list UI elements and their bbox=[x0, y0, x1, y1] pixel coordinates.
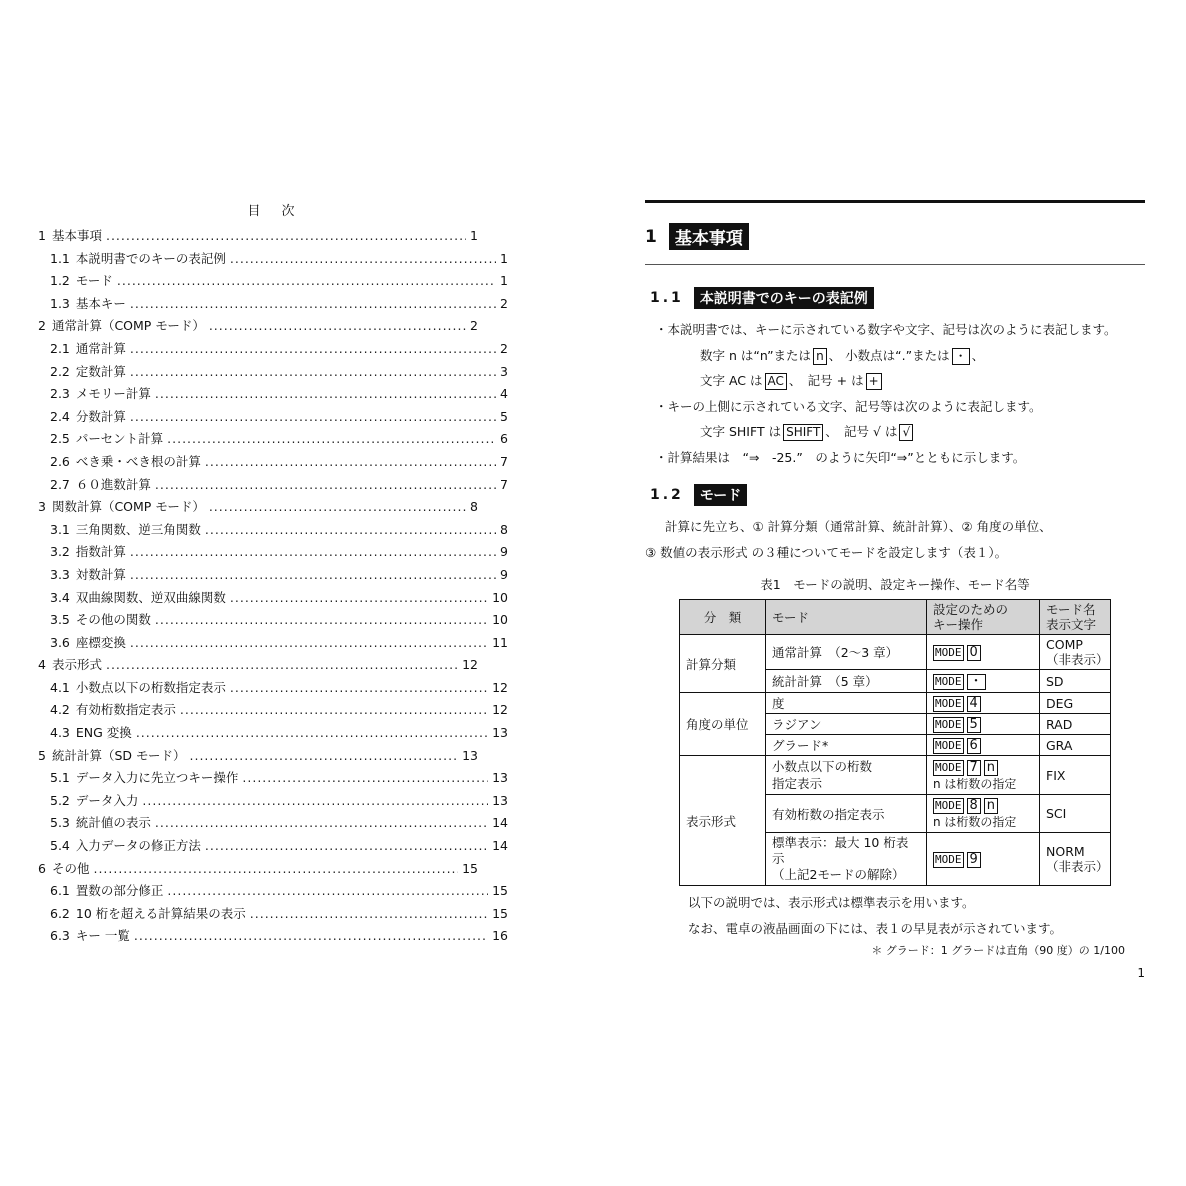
digit-key: 7 bbox=[967, 760, 981, 776]
mode-table bbox=[679, 599, 1111, 886]
toc-entry-number: 6.1 bbox=[50, 883, 70, 899]
toc-entry bbox=[38, 699, 508, 722]
toc-entry bbox=[38, 587, 508, 610]
toc-entry bbox=[38, 406, 508, 429]
key-shift: SHIFT bbox=[783, 424, 823, 441]
toc-entry bbox=[38, 315, 508, 338]
toc-entry bbox=[38, 745, 508, 768]
digit-key: 9 bbox=[967, 852, 981, 868]
toc-leader-dots bbox=[155, 383, 496, 406]
name-cell: DEG bbox=[1040, 693, 1111, 714]
toc-entry bbox=[38, 361, 508, 384]
toc-entry-title: 定数計算 bbox=[75, 363, 126, 379]
toc-entry-title: その他 bbox=[51, 860, 90, 876]
toc-entry-page: 16 bbox=[492, 928, 508, 944]
chapter-heading bbox=[645, 223, 1145, 250]
n-key: n bbox=[984, 798, 998, 814]
toc-entry-number: 2.3 bbox=[50, 386, 70, 402]
toc-entry bbox=[38, 609, 508, 632]
key-cell bbox=[927, 635, 1040, 670]
toc-entry-number: 4.2 bbox=[50, 702, 70, 718]
section-title: 本説明書でのキーの表記例 bbox=[694, 287, 874, 309]
content-page bbox=[645, 200, 1145, 980]
toc-leader-dots bbox=[230, 587, 488, 610]
toc-leader-dots bbox=[230, 677, 488, 700]
toc-entry-number: 3.3 bbox=[50, 566, 70, 582]
toc-entry bbox=[38, 428, 508, 451]
paragraph-line-1: 計算に先立ち、① 計算分類（通常計算、統計計算）、② 角度の単位、 bbox=[665, 519, 1052, 534]
toc-entry-number: 2.7 bbox=[50, 476, 70, 492]
n-key: n bbox=[984, 760, 998, 776]
toc-entry-number: 3 bbox=[38, 499, 46, 515]
toc-entry-title: ENG 変換 bbox=[75, 725, 132, 741]
name-cell: RAD bbox=[1040, 714, 1111, 735]
section-title: モード bbox=[694, 484, 747, 506]
th-mode: モード bbox=[766, 600, 927, 635]
digit-key: 4 bbox=[967, 696, 981, 712]
table-row bbox=[680, 756, 1111, 795]
toc-entry-number: 5.1 bbox=[50, 770, 70, 786]
digit-key: ・ bbox=[967, 674, 986, 690]
toc-entry-page: 10 bbox=[492, 612, 508, 628]
toc-leader-dots bbox=[250, 903, 488, 926]
toc-entry-number: 5.3 bbox=[50, 815, 70, 831]
toc-entry-title: パーセント計算 bbox=[75, 431, 164, 447]
text: 、 記号 √ は bbox=[825, 424, 898, 439]
toc-leader-dots bbox=[242, 767, 488, 790]
toc-entry-page: 9 bbox=[500, 544, 508, 560]
toc-entry-number: 3.6 bbox=[50, 634, 70, 650]
text: 数字 n は“n”または bbox=[700, 347, 812, 363]
toc-entry-title: 有効桁数指定表示 bbox=[75, 702, 176, 718]
toc-leader-dots bbox=[209, 496, 466, 519]
toc-entry-page: 13 bbox=[492, 770, 508, 786]
key-note: n は桁数の指定 bbox=[933, 815, 1017, 829]
toc-page bbox=[38, 200, 508, 948]
table-caption: 表1 モードの説明、設定キー操作、モード名等 bbox=[760, 577, 1030, 592]
toc-leader-dots bbox=[155, 609, 488, 632]
toc-entry bbox=[38, 858, 508, 881]
text: 、 小数点は“.”または bbox=[828, 347, 950, 363]
toc-entry bbox=[38, 519, 508, 542]
mode-key: MODE bbox=[935, 645, 962, 659]
toc-entry bbox=[38, 722, 508, 745]
toc-leader-dots bbox=[230, 248, 496, 271]
toc-leader-dots bbox=[130, 293, 496, 316]
paragraph-line-2: ③ 数値の表示形式 の３種についてモードを設定します（表１）。 bbox=[645, 544, 1008, 560]
toc-entry-title: データ入力 bbox=[75, 792, 139, 808]
toc-leader-dots bbox=[205, 835, 488, 858]
toc-entry bbox=[38, 812, 508, 835]
text: 文字 SHIFT は bbox=[700, 424, 782, 439]
toc-entry-page: 6 bbox=[500, 431, 508, 447]
key-cell bbox=[927, 670, 1040, 693]
key-cell bbox=[927, 714, 1040, 735]
toc-entry-number: 1 bbox=[38, 228, 46, 243]
toc-entry-title: 関数計算（COMP モード） bbox=[51, 499, 205, 515]
line-shift-notation bbox=[655, 419, 1145, 445]
toc-entry-title: 統計値の表示 bbox=[75, 815, 151, 831]
name-cell: GRA bbox=[1040, 735, 1111, 756]
toc-entry-title: 表示形式 bbox=[51, 657, 102, 673]
toc-leader-dots bbox=[205, 519, 496, 542]
key-dot: ・ bbox=[952, 348, 970, 365]
digit-key: 0 bbox=[967, 645, 981, 661]
toc-entry-page: 14 bbox=[492, 815, 508, 831]
toc-entry-number: 4 bbox=[38, 657, 46, 673]
toc-entry bbox=[38, 925, 508, 948]
mode-key: MODE bbox=[935, 738, 962, 752]
toc-entry-page: 11 bbox=[492, 634, 508, 650]
toc-entry bbox=[38, 225, 508, 248]
toc-entry-number: 5 bbox=[38, 747, 46, 763]
toc-entry-page: 12 bbox=[462, 657, 478, 673]
name-cell: NORM （非表示） bbox=[1040, 833, 1111, 886]
toc-entry bbox=[38, 767, 508, 790]
toc-entry-number: 3.4 bbox=[50, 589, 70, 605]
mode-key: MODE bbox=[935, 717, 962, 731]
table-row bbox=[680, 635, 1111, 670]
toc-entry-title: 基本キー bbox=[75, 295, 126, 311]
toc-entry-number: 1.2 bbox=[50, 273, 70, 289]
th-category: 分 類 bbox=[680, 600, 766, 635]
mode-cell: 標準表示：最大 10 桁表示 （上記2モードの解除） bbox=[766, 833, 927, 886]
toc-entry bbox=[38, 338, 508, 361]
th-key-operation: 設定のための キー操作 bbox=[927, 600, 1040, 635]
toc-entry bbox=[38, 248, 508, 271]
toc-entry-number: 6.3 bbox=[50, 928, 70, 944]
key-plus: + bbox=[866, 373, 882, 390]
toc-entry bbox=[38, 383, 508, 406]
toc-entry bbox=[38, 632, 508, 655]
toc-entry-number: 2.4 bbox=[50, 408, 70, 424]
group-angle: 角度の単位 bbox=[680, 693, 766, 756]
text: 、 記号 + は bbox=[788, 373, 864, 388]
toc-entry-number: 4.3 bbox=[50, 725, 70, 741]
toc-leader-dots bbox=[180, 699, 488, 722]
mode-cell: 統計計算 （5 章） bbox=[766, 670, 927, 693]
mode-cell: ラジアン bbox=[766, 714, 927, 735]
toc-entry bbox=[38, 474, 508, 497]
name-cell: FIX bbox=[1040, 756, 1111, 795]
toc-entry-number: 1.3 bbox=[50, 295, 70, 311]
toc-entry-title: べき乗・べき根の計算 bbox=[75, 453, 201, 469]
toc-entry bbox=[38, 790, 508, 813]
toc-entry-title: 通常計算（COMP モード） bbox=[51, 318, 205, 334]
toc-entry-title: メモリー計算 bbox=[75, 386, 151, 402]
key-cell bbox=[927, 795, 1040, 833]
toc-entry-number: 2.2 bbox=[50, 363, 70, 379]
toc-entry-title: 置数の部分修正 bbox=[75, 883, 164, 899]
toc-entry-page: 2 bbox=[500, 340, 508, 356]
toc-entry-page: 7 bbox=[500, 453, 508, 469]
name-cell: SD bbox=[1040, 670, 1111, 693]
bullet-3: ・計算結果は “⇒ -25.” のように矢印“⇒”とともに示します。 bbox=[655, 449, 1026, 465]
toc-entry-title: 10 桁を超える計算結果の表示 bbox=[75, 905, 246, 921]
mode-cell: 通常計算 （2〜3 章） bbox=[766, 635, 927, 670]
toc-entry-title: モード bbox=[75, 273, 113, 289]
toc-entry bbox=[38, 496, 508, 519]
toc-leader-dots bbox=[106, 225, 466, 248]
mode-key: MODE bbox=[935, 674, 962, 688]
toc-entry-page: 12 bbox=[492, 702, 508, 718]
toc-entry bbox=[38, 835, 508, 858]
digit-key: 5 bbox=[967, 717, 981, 733]
toc-entry bbox=[38, 654, 508, 677]
toc-leader-dots bbox=[136, 722, 488, 745]
key-cell bbox=[927, 735, 1040, 756]
mode-key: MODE bbox=[935, 760, 962, 774]
toc-entry-number: 2.1 bbox=[50, 340, 70, 356]
toc-entry bbox=[38, 880, 508, 903]
section-number: 1.2 bbox=[650, 487, 684, 503]
toc-entry-title: その他の関数 bbox=[75, 612, 151, 628]
toc-leader-dots bbox=[134, 925, 488, 948]
toc-leader-dots bbox=[209, 315, 466, 338]
th-mode-name: モード名 表示文字 bbox=[1040, 600, 1111, 635]
toc-entry-page: 4 bbox=[500, 386, 508, 402]
toc-entry-number: 4.1 bbox=[50, 679, 70, 695]
key-note: n は桁数の指定 bbox=[933, 776, 1017, 791]
toc-entry-page: 14 bbox=[492, 838, 508, 854]
toc-entry-title: キー 一覧 bbox=[75, 928, 130, 944]
toc-leader-dots bbox=[190, 745, 459, 768]
mode-key: MODE bbox=[935, 696, 962, 710]
text: 文字 AC は bbox=[700, 373, 763, 388]
toc-entry-title: ６０進数計算 bbox=[75, 476, 151, 492]
toc-entry-page: 10 bbox=[492, 589, 508, 605]
toc-entry-page: 3 bbox=[500, 363, 508, 379]
toc-leader-dots bbox=[130, 338, 496, 361]
toc-entry-title: 本説明書でのキーの表記例 bbox=[75, 250, 226, 266]
table-row bbox=[680, 693, 1111, 714]
toc-entry-page: 5 bbox=[500, 408, 508, 424]
toc-leader-dots bbox=[130, 564, 496, 587]
name-cell: SCI bbox=[1040, 795, 1111, 833]
toc-entry-title: 双曲線関数、逆双曲線関数 bbox=[75, 589, 226, 605]
line-letter-notation bbox=[655, 368, 1145, 394]
toc-entry-page: 15 bbox=[492, 883, 508, 899]
toc-entry-title: 分数計算 bbox=[75, 408, 126, 424]
name-cell: COMP （非表示） bbox=[1040, 635, 1111, 670]
footnote: ＊ グラード：1 グラードは直角（90 度）の 1/100 bbox=[871, 944, 1125, 957]
toc-entry-number: 2.6 bbox=[50, 453, 70, 469]
text: 、 bbox=[971, 347, 985, 363]
toc-entry-page: 1 bbox=[470, 228, 478, 243]
toc-leader-dots bbox=[155, 474, 496, 497]
toc-entry-page: 1 bbox=[500, 273, 508, 289]
bullet-2: ・キーの上側に示されている文字、記号等は次のように表記します。 bbox=[655, 398, 1042, 414]
toc-leader-dots bbox=[130, 406, 496, 429]
key-cell bbox=[927, 756, 1040, 795]
toc-entry-number: 1.1 bbox=[50, 250, 70, 266]
key-cell bbox=[927, 833, 1040, 886]
toc-leader-dots bbox=[93, 858, 458, 881]
toc-leader-dots bbox=[106, 654, 458, 677]
toc-entry-page: 15 bbox=[462, 860, 478, 876]
digit-key: 6 bbox=[967, 738, 981, 754]
chapter-number: 1 bbox=[645, 226, 657, 247]
line-number-notation bbox=[655, 343, 1145, 369]
toc-entry-number: 3.1 bbox=[50, 521, 70, 537]
toc-entry-title: 指数計算 bbox=[75, 544, 126, 560]
toc-entry bbox=[38, 903, 508, 926]
toc-entry-number: 2.5 bbox=[50, 431, 70, 447]
mode-key: MODE bbox=[935, 799, 962, 812]
toc-entry-page: 8 bbox=[470, 499, 478, 515]
toc-entry bbox=[38, 541, 508, 564]
chapter-rule bbox=[645, 264, 1145, 265]
toc-title: 目 次 bbox=[247, 204, 299, 219]
toc-entry-title: 入力データの修正方法 bbox=[75, 838, 201, 854]
bullet-1: ・本説明書では、キーに示されている数字や文字、記号は次のように表記します。 bbox=[655, 322, 1117, 337]
group-display: 表示形式 bbox=[680, 756, 766, 886]
toc-entry-title: 基本事項 bbox=[51, 228, 102, 243]
page-number: 1 bbox=[1137, 966, 1145, 980]
toc-entry-page: 2 bbox=[500, 295, 508, 311]
toc-entry bbox=[38, 270, 508, 293]
group-calc: 計算分類 bbox=[680, 635, 766, 693]
table-header-row bbox=[680, 600, 1111, 635]
toc-entry bbox=[38, 677, 508, 700]
section-heading-1-2 bbox=[650, 484, 1145, 506]
toc-entry-number: 2 bbox=[38, 318, 46, 334]
toc-entry-number: 3.2 bbox=[50, 544, 70, 560]
mode-cell: 度 bbox=[766, 693, 927, 714]
toc-list bbox=[38, 225, 508, 948]
section-1-1-body bbox=[645, 317, 1145, 470]
toc-leader-dots bbox=[117, 270, 496, 293]
mode-cell: グラード* bbox=[766, 735, 927, 756]
toc-entry-title: 座標変換 bbox=[75, 634, 126, 650]
note-1: 以下の説明では、表示形式は標準表示を用います。 bbox=[688, 895, 975, 910]
toc-entry bbox=[38, 451, 508, 474]
toc-entry-number: 3.5 bbox=[50, 612, 70, 628]
toc-entry-title: データ入力に先立つキー操作 bbox=[75, 770, 239, 786]
toc-leader-dots bbox=[142, 790, 488, 813]
toc-entry-title: 三角関数、逆三角関数 bbox=[75, 521, 201, 537]
toc-leader-dots bbox=[130, 632, 488, 655]
toc-leader-dots bbox=[205, 451, 496, 474]
toc-entry-page: 13 bbox=[462, 747, 478, 763]
mode-cell: 有効桁数の指定表示 bbox=[766, 795, 927, 833]
toc-entry-page: 13 bbox=[492, 792, 508, 808]
key-ac: AC bbox=[765, 373, 787, 390]
toc-entry-title: 通常計算 bbox=[75, 340, 126, 356]
note-2: なお、電卓の液晶画面の下には、表１の早見表が示されています。 bbox=[688, 921, 1063, 936]
toc-entry-title: 小数点以下の桁数指定表示 bbox=[75, 679, 226, 695]
toc-leader-dots bbox=[167, 428, 496, 451]
toc-entry-title: 統計計算（SD モード） bbox=[51, 747, 186, 763]
toc-entry-title: 対数計算 bbox=[75, 566, 126, 582]
section-heading-1-1 bbox=[650, 287, 1145, 309]
key-n: n bbox=[813, 348, 827, 365]
section-number: 1.1 bbox=[650, 290, 684, 306]
section-1-2-body bbox=[645, 514, 1145, 565]
toc-entry-number: 6.2 bbox=[50, 905, 70, 921]
toc-entry-page: 12 bbox=[492, 679, 508, 695]
digit-key: 8 bbox=[967, 798, 981, 814]
toc-entry-number: 5.2 bbox=[50, 792, 70, 808]
toc-entry-page: 2 bbox=[470, 318, 478, 334]
chapter-title: 基本事項 bbox=[669, 223, 749, 250]
toc-leader-dots bbox=[130, 361, 496, 384]
toc-entry-page: 7 bbox=[500, 476, 508, 492]
toc-entry-number: 6 bbox=[38, 860, 46, 876]
mode-cell: 小数点以下の桁数 指定表示 bbox=[766, 756, 927, 795]
toc-entry-page: 13 bbox=[492, 725, 508, 741]
toc-entry-page: 9 bbox=[500, 566, 508, 582]
toc-leader-dots bbox=[167, 880, 488, 903]
toc-entry bbox=[38, 293, 508, 316]
toc-leader-dots bbox=[155, 812, 488, 835]
key-cell bbox=[927, 693, 1040, 714]
toc-entry-page: 8 bbox=[500, 521, 508, 537]
key-sqrt: √ bbox=[899, 424, 913, 441]
toc-entry-page: 15 bbox=[492, 905, 508, 921]
mode-key: MODE bbox=[935, 852, 962, 866]
toc-entry bbox=[38, 564, 508, 587]
toc-leader-dots bbox=[130, 541, 496, 564]
toc-entry-page: 1 bbox=[500, 250, 508, 266]
top-rule bbox=[645, 200, 1145, 203]
toc-entry-number: 5.4 bbox=[50, 838, 70, 854]
